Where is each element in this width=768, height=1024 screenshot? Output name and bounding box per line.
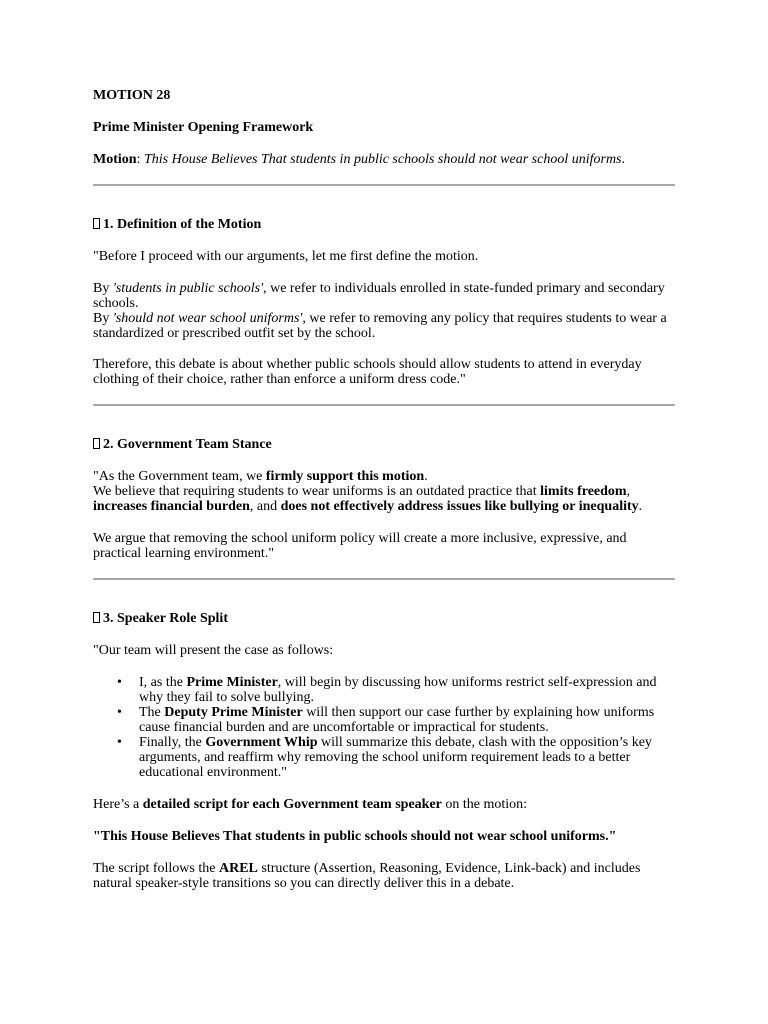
stance-argument: We argue that removing the school uniform policy will create a more inclusive, expressive, and practical learning environment." bbox=[93, 531, 627, 561]
list-item: • Finally, the Government Whip will summarize this debate, clash with the opposition’s key arguments, and reaffirm why removing the school uniform requirement leads to a better educational environment." bbox=[117, 735, 652, 780]
section-heading-stance: 2. Government Team Stance bbox=[93, 437, 675, 452]
section-heading-definition: 1. Definition of the Motion bbox=[93, 217, 675, 232]
definition-intro: "Before I proceed with our arguments, let me first define the motion. bbox=[93, 249, 479, 264]
arel-description: The script follows the AREL structure (Assertion, Reasoning, Evidence, Link-back) and includes natural speaker-style transitions so you can directly deliver this in a debate. bbox=[93, 861, 641, 891]
bullet-icon: • bbox=[117, 705, 122, 720]
framework-title: Prime Minister Opening Framework bbox=[93, 120, 314, 135]
motion-text: This House Believes That students in public schools should not wear school uniforms bbox=[143, 152, 622, 167]
bullet-icon: • bbox=[117, 735, 122, 750]
divider bbox=[93, 404, 675, 406]
speaker-role-list bbox=[93, 675, 675, 780]
motion-quote: "This House Believes That students in public schools should not wear school uniforms." bbox=[93, 829, 617, 844]
definition-students: By 'students in public schools', we refer to individuals enrolled in state-funded primary and secondary schools. bbox=[93, 281, 665, 311]
definition-conclusion: Therefore, this debate is about whether public schools should allow students to attend in everyday clothing of their choice, rather than enforce a uniform dress code." bbox=[93, 357, 642, 387]
section-heading-roles: 3. Speaker Role Split bbox=[93, 611, 675, 626]
motion-label: Motion bbox=[93, 152, 137, 167]
script-intro: Here’s a detailed script for each Government team speaker on the motion: bbox=[93, 797, 528, 812]
stance-statement: "As the Government team, we firmly support this motion. bbox=[93, 469, 428, 484]
divider bbox=[93, 578, 675, 580]
definition-uniforms: By 'should not wear school uniforms', we refer to removing any policy that requires students to wear a standardized or prescribed outfit set by the school. bbox=[93, 311, 667, 341]
motion-line: Motion: This House Believes That students in public schools should not wear school uniforms. bbox=[93, 152, 625, 167]
motion-number: MOTION 28 bbox=[93, 88, 171, 103]
missing-glyph-icon bbox=[93, 218, 100, 229]
missing-glyph-icon bbox=[93, 612, 100, 623]
list-item: • The Deputy Prime Minister will then support our case further by explaining how uniforms cause financial burden and are uncomfortable or impractical for students. bbox=[117, 705, 655, 735]
bullet-icon: • bbox=[117, 675, 122, 690]
divider bbox=[93, 184, 675, 186]
list-item: • I, as the Prime Minister, will begin by discussing how uniforms restrict self-expression and why they fail to solve bullying. bbox=[117, 675, 657, 705]
stance-belief: We believe that requiring students to wear uniforms is an outdated practice that limits freedom, increases financial burden, and does not effectively address issues like bullying or inequality. bbox=[93, 484, 643, 514]
missing-glyph-icon bbox=[93, 438, 100, 449]
roles-intro: "Our team will present the case as follows: bbox=[93, 643, 334, 658]
document-body bbox=[93, 88, 675, 891]
